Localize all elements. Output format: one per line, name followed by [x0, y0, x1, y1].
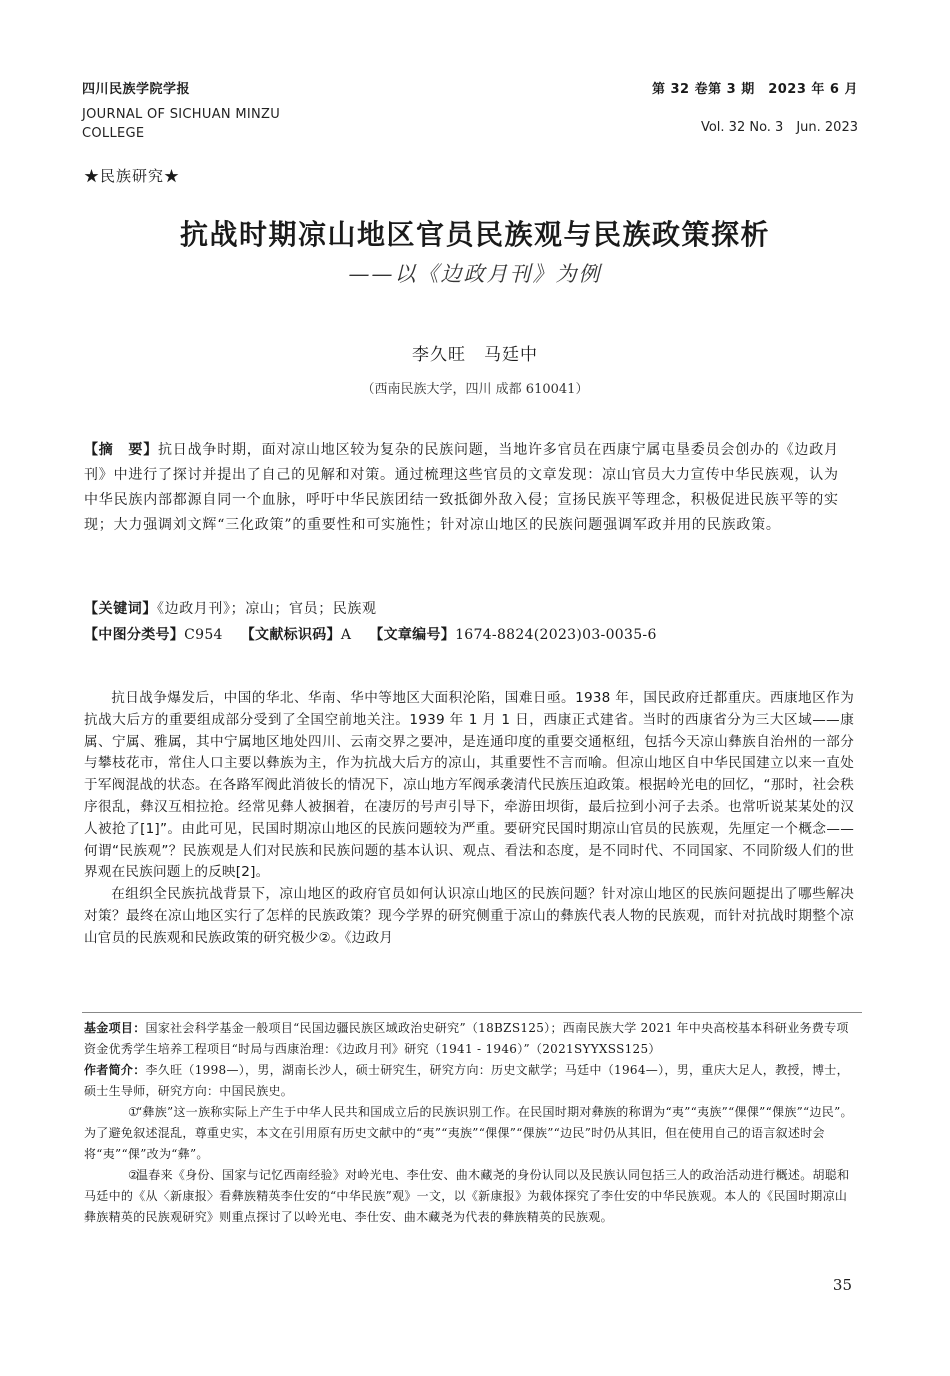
issue-cn: 第 32 卷第 3 期 2023 年 6 月 [651, 82, 858, 97]
footnote-2 [84, 1165, 854, 1228]
page-number: 35 [832, 1276, 852, 1294]
authors: 李久旺 马廷中 [412, 345, 538, 365]
author-bio-label: 作者简介： [84, 1063, 146, 1077]
body-paragraph-1: 抗日战争爆发后，中国的华北、华南、华中等地区大面积沦陷，国难日亟。1938 年，国民政府迁都重庆。西康地区作为抗战大后方的重要组成部分受到了全国空前地关注。1939 年 1 月 1 日，西康正式建省。当时的西康省分为三大区域——康属、宁属、雅属，其中宁属地区地处四川、云南交界之要冲，是连通印度的重要交通枢纽，包括今天凉山彝族自治州的一部分与攀枝花市，常住人口主要以彝族为主，作为抗战大后方的凉山，其重要性不言而喻。但凉山地区自中华民国建立以来一直处于军阀混战的状态。在各路军阀此消彼长的情况下，凉山地方军阀承袭清代民族压迫政策。根据岭光电的回忆，“那时，社会秩序很乱，彝汉互相拉抢。经常见彝人被捆着，在凄厉的号声引导下，牵游田坝街，最后拉到小河子去杀。也常听说某某处的汉人被抢了[1]”。由此可见，民国时期凉山地区的民族问题较为严重。要研究民国时期凉山官员的民族观，先厘定一个概念——何谓“民族观”？民族观是人们对民族和民族问题的基本认识、观点、看法和态度，是不同时代、不同国家、不同阶级人们的世界观在民族问题上的反映[2]。 [84, 690, 854, 881]
body-text [84, 688, 854, 950]
article-number-value: 1674-8824(2023)03-0035-6 [455, 627, 657, 643]
clc-value: C954 [184, 627, 223, 643]
footnote-2-mark: ② [128, 1168, 140, 1182]
fund-note [84, 1018, 854, 1060]
footnote-2-text: 温春来《身份、国家与记忆西南经验》对岭光电、李仕安、曲木藏尧的身份认同以及民族认同包括三人的政治活动进行概述。胡聪和马廷中的《从〈新康报〉看彝族精英李仕安的“中华民族”观》一文，以《新康报》为载体探究了李仕安的中华民族观。本人的《民国时期凉山彝族精英的民族观研究》则重点探讨了以岭光电、李仕安、曲木藏尧为代表的彝族精英的民族观。 [84, 1168, 850, 1224]
footnote-1 [84, 1102, 854, 1165]
abstract-label: 【摘 要】 [84, 442, 158, 458]
author-note [84, 1060, 854, 1102]
keywords [84, 598, 850, 618]
article-title: 抗战时期凉山地区官员民族观与民族政策探析 [179, 218, 770, 251]
keywords-text: 《边政月刊》；凉山；官员；民族观 [157, 601, 377, 617]
abstract-text: 抗日战争时期，面对凉山地区较为复杂的民族问题，当地许多官员在西康宁属屯垦委员会创办的《边政月刊》中进行了探讨并提出了自己的见解和对策。通过梳理这些官员的文章发现：凉山官员大力宣传中华民族观，认为中华民族内部都源自同一个血脉，呼吁中华民族团结一致抵御外敌入侵；宣扬民族平等理念，积极促进民族平等的实现；大力强调刘文辉“三化政策”的重要性和可实施性；针对凉山地区的民族问题强调军政并用的民族政策。 [84, 442, 839, 533]
footnote-1-mark: ① [128, 1105, 140, 1119]
author-bio-text: 李久旺（1998—），男，湖南长沙人，硕士研究生，研究方向：历史文献学；马廷中（1964—），男，重庆大足人，教授，博士，硕士生导师，研究方向：中国民族史。 [84, 1063, 849, 1098]
issue-info [652, 78, 858, 135]
issue-en: Vol. 32 No. 3 Jun. 2023 [700, 120, 858, 135]
affiliation: （西南民族大学，四川 成都 610041） [361, 382, 589, 397]
fund-label: 基金项目： [84, 1021, 146, 1035]
footnotes [84, 1018, 854, 1228]
footnote-1-text: “彝族”这一族称实际上产生于中华人民共和国成立后的民族识别工作。在民国时期对彝族的称谓为“夷”“夷族”“倮倮”“倮族”“边民”。为了避免叙述混乱，尊重史实，本文在引用原有历史文献中的“夷”“夷族”“倮倮”“倮族”“边民”时仍从其旧，但在使用自己的语言叙述时会将“夷”“倮”改为“彝”。 [84, 1105, 853, 1161]
article-number-label: 【文章编号】 [369, 627, 456, 643]
doc-code-label: 【文献标识码】 [240, 627, 341, 643]
body-paragraph-2: 在组织全民族抗战背景下，凉山地区的政府官员如何认识凉山地区的民族问题？针对凉山地区的民族问题提出了哪些解决对策？最终在凉山地区实行了怎样的民族政策？现今学界的研究侧重于凉山的彝族代表人物的民族观，而针对抗战时期整个凉山官员的民族观和民族政策的研究极少②。《边政月 [84, 886, 854, 946]
keywords-label: 【关键词】 [84, 601, 157, 617]
fund-text: 国家社会科学基金一般项目“民国边疆民族区域政治史研究”（18BZS125）；西南民族大学 2021 年中央高校基本科研业务费专项资金优秀学生培养工程项目“时局与西康治理：《边政月刊》研究（1941 - 1946）”（2021SYYXSS125） [84, 1021, 849, 1056]
journal-name-en: JOURNAL OF SICHUAN MINZU COLLEGE [82, 107, 281, 141]
abstract [84, 438, 850, 538]
clc-label: 【中图分类号】 [84, 627, 185, 643]
article-subtitle: ——以《边政月刊》为例 [348, 262, 602, 286]
column-label: ★民族研究★ [84, 167, 181, 185]
classification-line [84, 624, 850, 644]
footnote-divider [82, 1012, 862, 1013]
journal-name-cn: 四川民族学院学报 [82, 82, 191, 97]
journal-header [82, 78, 382, 143]
doc-code-value: A [340, 627, 352, 643]
